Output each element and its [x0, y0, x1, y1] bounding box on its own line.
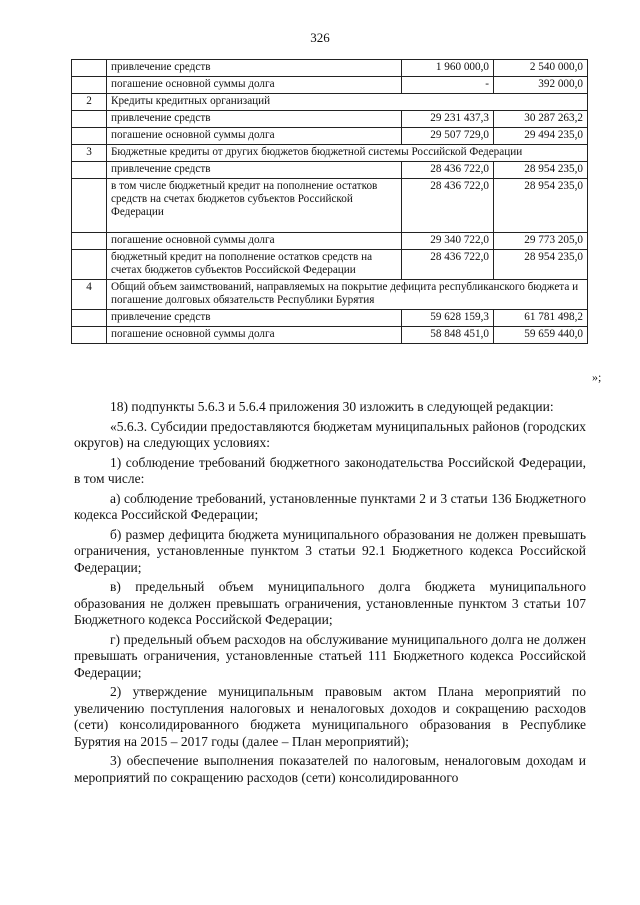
value-2017: 28 954 235,0 [494, 179, 588, 233]
value-2017: 29 773 205,0 [494, 233, 588, 250]
table-row [72, 233, 588, 250]
row-label: привлечение средств [107, 162, 402, 179]
row-label: Общий объем заимствований, направляемых на покрытие дефицита республиканского бюджета и погашение долговых обязательств Республики Бурятия [107, 280, 588, 310]
paragraph: 2) утверждение муниципальным правовым актом Плана мероприятий по увеличению поступления налоговых и неналоговых доходов и сокращению расходов (сети) консолидированного бюджета муниципального образования в Республике Бурятия на 2015 – 2017 годы (далее – План мероприятий); [74, 684, 586, 749]
paragraph: а) соблюдение требований, установленные пунктами 2 и 3 статьи 136 Бюджетного кодекса Российской Федерации; [74, 490, 586, 522]
value-2016: 58 848 451,0 [402, 327, 494, 344]
value-2016: 28 436 722,0 [402, 162, 494, 179]
value-2016: 28 436 722,0 [402, 250, 494, 280]
row-label: Бюджетные кредиты от других бюджетов бюджетной системы Российской Федерации [107, 145, 588, 162]
row-label: привлечение средств [107, 111, 402, 128]
table-end-mark: »; [592, 370, 602, 384]
paragraph: «5.6.3. Субсидии предоставляются бюджетам муниципальных районов (городских округов) на следующих условиях: [74, 418, 586, 450]
row-number [72, 162, 107, 179]
table-row [72, 162, 588, 179]
row-label: привлечение средств [107, 310, 402, 327]
row-number [72, 233, 107, 250]
value-2017: 28 954 235,0 [494, 250, 588, 280]
row-number: 3 [72, 145, 107, 162]
value-2016: 28 436 722,0 [402, 179, 494, 233]
row-number [72, 250, 107, 280]
paragraph: г) предельный объем расходов на обслуживание муниципального долга не должен превышать ограничения, установленные статьей 111 Бюджетного кодекса Российской Федерации; [74, 631, 586, 680]
table-row [72, 310, 588, 327]
row-number [72, 310, 107, 327]
row-number [72, 327, 107, 344]
table-row [72, 179, 588, 233]
row-label: погашение основной суммы долга [107, 327, 402, 344]
table-row [72, 327, 588, 344]
value-2016: 59 628 159,3 [402, 310, 494, 327]
value-2017: 30 287 263,2 [494, 111, 588, 128]
table-row [72, 77, 588, 94]
value-2017: 2 540 000,0 [494, 60, 588, 77]
row-number [72, 128, 107, 145]
value-2017: 29 494 235,0 [494, 128, 588, 145]
table-row [72, 128, 588, 145]
row-number [72, 111, 107, 128]
row-label: Кредиты кредитных организаций [107, 94, 588, 111]
table-row [72, 94, 588, 111]
paragraph: 3) обеспечение выполнения показателей по налоговым, неналоговым доходам и мероприятий по сокращению расходов (сети) консолидированного [74, 753, 586, 785]
row-label: бюджетный кредит на пополнение остатков средств на счетах бюджетов субъектов Российской Федерации [107, 250, 402, 280]
row-number [72, 77, 107, 94]
row-label: привлечение средств [107, 60, 402, 77]
body-text [74, 399, 586, 789]
value-2017: 392 000,0 [494, 77, 588, 94]
value-2016: - [402, 77, 494, 94]
row-number [72, 179, 107, 233]
table-row [72, 60, 588, 77]
paragraph: 1) соблюдение требований бюджетного законодательства Российской Федерации, в том числе: [74, 454, 586, 486]
row-label: погашение основной суммы долга [107, 233, 402, 250]
value-2016: 29 507 729,0 [402, 128, 494, 145]
row-number [72, 60, 107, 77]
paragraph: в) предельный объем муниципального долга бюджета муниципального образования не должен превышать ограничения, установленные пунктом 3 статьи 107 Бюджетного кодекса Российской Федерации; [74, 579, 586, 627]
table-row [72, 280, 588, 310]
value-2016: 1 960 000,0 [402, 60, 494, 77]
table-row [72, 145, 588, 162]
table-row [72, 111, 588, 128]
value-2017: 61 781 498,2 [494, 310, 588, 327]
value-2016: 29 231 437,3 [402, 111, 494, 128]
value-2017: 59 659 440,0 [494, 327, 588, 344]
borrowing-table [71, 59, 588, 344]
paragraph: б) размер дефицита бюджета муниципального образования не должен превышать ограничения, установленные пунктом 3 статьи 92.1 Бюджетного кодекса Российской Федерации; [74, 526, 586, 575]
row-number: 2 [72, 94, 107, 111]
value-2017: 28 954 235,0 [494, 162, 588, 179]
row-label: погашение основной суммы долга [107, 77, 402, 94]
row-label: в том числе бюджетный кредит на пополнение остатков средств на счетах бюджетов субъектов Российской Федерации [107, 179, 402, 233]
paragraph: 18) подпункты 5.6.3 и 5.6.4 приложения 30 изложить в следующей редакции: [110, 399, 554, 414]
row-label: погашение основной суммы долга [107, 128, 402, 145]
table-row [72, 250, 588, 280]
value-2016: 29 340 722,0 [402, 233, 494, 250]
page-number: 326 [310, 30, 330, 45]
row-number: 4 [72, 280, 107, 310]
